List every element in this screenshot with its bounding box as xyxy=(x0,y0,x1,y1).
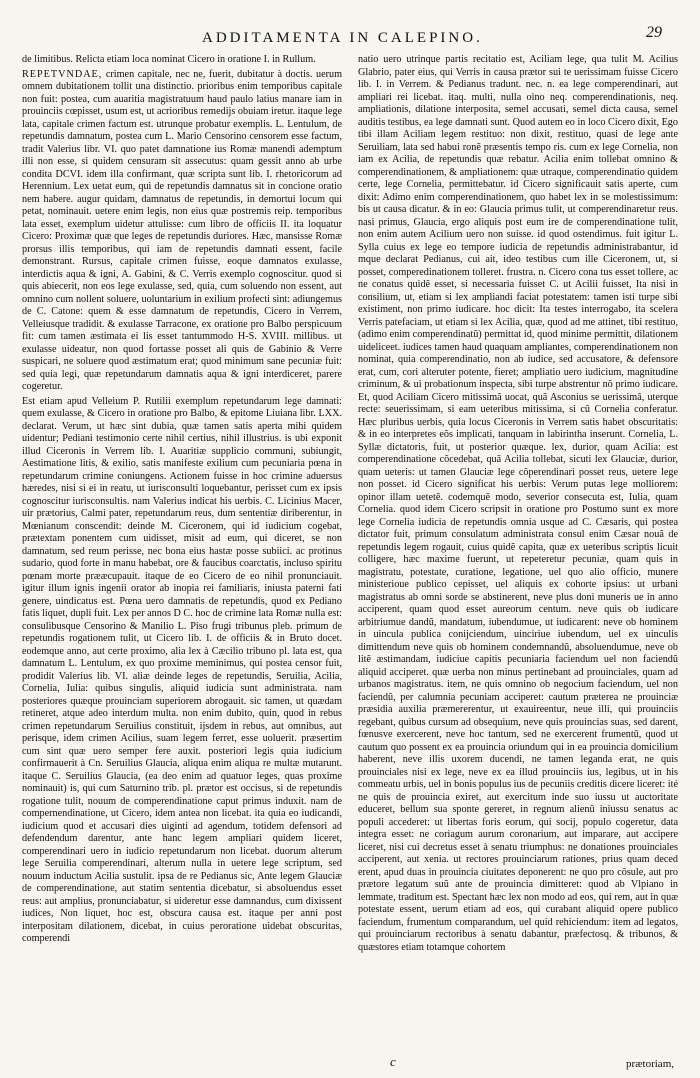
text-columns xyxy=(22,54,678,1054)
paragraph xyxy=(22,396,342,946)
page-number: 29 xyxy=(646,24,662,41)
catchword: prætoriam, xyxy=(626,1058,674,1070)
paragraph-text: crimen capitale, nec ne, fuerit, dubitatur à doctis. uerum omnem dubitationem tollit una distinctio. prioribus enim temporibus capitale non fuit: postea, cum auaritia magistratuum haud paulo latius manare iam in prouinciis cœpisset, usum est, ut acrioribus remedijs obuiam iretur. itaque lege lata, capitale crimen factum est. utrunque probatur exemplis. L. Lentulum, de repetundis damnatum, postea cum L. Mario Censorino censorem esse factum, tradit Valerius libr. VI. quo patet damnatione ius Romæ manendi ademptum illi non esse, si quidem censuram sit assecutus: quam gessit anno ab urbe condita DCVI. idem illa confirmant, quæ scripta sunt lib. I. rhetoricorum ad Herennium. Lex uetat eum, qui de repetundis damnatus sit in concione oratio nem habere. augur quidam, damnatus de repetundis, in demortui locum qui petat, nominauit. uetere enim legis, non eius quæ postremis reip. temporibus lata esset, exemplum uidetur attulisse: cum libro de officiis II. ita loquatur Cicero: Proximæ quæ que leges de repetundis duriores. Hæc, mansisse Romæ prorsus illis temporibus, qui iam de repetundis damnati essent, facile demonstrant. Rursus, capitale crimen fuisse, eoque damnatos exulasse, interdictis aqua & igni, A. Gabini, & C. Verris exemplo cognoscitur. quod si quis abiecerit, non eos lege exulasse, sed, quia, cum soluendo non essent, aut omnino cum nollent soluere, uoluntarium in exilium profecti sint: adiungemus de C. Catone: quem & esse damnatum de repetundis, Cicero in Verrem, Velleiusque tradidit. & exulasse Tarracone, ex oratione pro Balbo perspicuum fit: cum tamen æstimata ei lis esset tantummodo H-S. XVIII. millibus. ut exulasse uideatur, non quod fortasse posset ali quis de Gabinio & Verre suspicari, ne soluere quod æstimatum erat; quod minimum sane pecuniæ fuit: sed quia legi, quæ repetundarum damnatis aqua & igni interdiceret, parere cogeretur. xyxy=(22,68,342,392)
paragraph-text: de limitibus. Relicta etiam loca nominat Cicero in oratione I. in Rullum. xyxy=(22,54,316,65)
signature-mark: c xyxy=(390,1054,396,1069)
paragraph xyxy=(22,69,342,394)
running-head xyxy=(22,24,678,54)
paragraph-text: natio uero utrinque partis recitatio est, Aciliam lege, qua tulit M. Acilius Glabrio, pater eius, qui Verris in causa prætor sui te uerissimam fuisse Cicero lib. I. in Verrem. & Pedianus tradunt. nec. n. ea lege comperendinari, aut ampliari rei licebat. itaq. multi, nulla oino neq. comperendinationis, neq. ampliationis, dilatione interposita, semel accusati, semel dicta causa, semel auditis testibus, ea lege damnati sunt. Quod autem eo in loco Cicero dixit, Ego tibi illam Aciliam legem restituo: non dixit, restituo, quasi de lege ante Seruiliam, lata sed habui ronẽ præsentis tempo ris. cum ex lege Cornelia, non iam ex Acilia, de repetundis quæ rebatur. Acilia enim tollebat omnino & comperendinationem, & ampliationem: quæ utraque, comperendinatio quidem certe, lege Cornelia, permittebatur. id Cicero significauit satis aperte, cum dixit: Adimo enim comperendinationem, quo habet lex in se molestissimum: bis ut causa dicatur. & in eo: Glaucia primus tulit, ut comperendinaretur reus. nasi primus, Glaucia, ergo aliquis post eum ire de comperendinatione tulit, non enim autem Acilium uero non suisse. id quod ostendimus. fuit igitur L. Sylla cuius ex lege eo tempore iudicia de repetundis administrabantur, id mque declarat Pedianus, cui ait, ideo testibus cum ille Ciceronem, ut, si posset, comperedinationem tolleret. frustra. n. Cicero cona tus esset tollere, ac ne conatus quidẽ esset, si necessaria fuisset C. ut Acilii fuisset, Ita nisi in consilium, ut, etiam si lex ampliandi faciat potestatem: tamen isti turpe sibi existiment, non primo iudicare. hoc dicit: Ita testes interrogabo, ita scelera Verris patefaciam, ut etiam si lex Acilia, quæ, quod ad me attinet, tibi restituo, (adimo enim comperendinatũ) permittat id, quod minime permittit, dilationem uideliceet. iudices tamen haud quaquam ampliantes, comperendinationem non nominat, quia comperendinatio, non ab iudice, sed accusatore, & defensore erat, cum, cori alteruter potente, fieret; ampliatio uero iudicium, magnitudine criminum, & ui probationum inspecta, sibi turpe abstrentur nõ primo iudicare. Et, quod Aciliam Cicero mitissimã uocat, quã Asconius se uerissimã, uterque recte: seuerissimam, si eam ueteribus mitissima, si cũ Cornelia conferatur. Hæc pluribus uerbis, quia locus Ciceronis in Verrem satis habet obscuritatis: & in eo interpretes eõs implicati, tanquam in labirintha inserunt. Cornelia, L. Syllæ dictatoris, fuit, ut posterior quæque. lex, durior, quam Acilia: est comperendinatione cõcedebat, quã Acilia tollebat, sicuti lex Glauciæ, durior, quam ueteris: ut tamen Glauciæ lege cõperendinari posset reus, uetere lege non posset. id Cicero significat his uerbis: Verum putas lege molliorem: opinor illam uetetẽ. codemquẽ modo, severior consecuta est, Iulia, quam Cornelia. quod idem Cicero scripsit in oratione pro Postumo sunt ex more lege Cornelia iudicia de repetundis omnia usque ad C. Cæsaris, qui postea dictator fuit, primum consulatum administrata consul enim Cæsar nouã de repetundis legem rogauit, cuius quidẽ capita, quæ ex ueteribus scriptis licuit colligere, hæc maxime fuerunt, ut repeteretur pecuniæ, quam quis in magistratu, potestate, curatione, legatione, uel quo alio officio, munere ministerioue publico cepisset, uel aliquis ex cohorte ipsius: ut urbani magistratus ab omni sorde se abstinerent, neve plus doni muneris ue in anno acciperent, quam quod esset aureorum centum. neve quis ob iudicare arbitriumue dandũ, mandatum, iubendumue, ut iudicarent: neve ob hominem in uincula publica conijciendum, uinciriue iubendum, uel ex uinculis dimittendum neve quis ob hominem condemnandũ, absoluendumue, neve ob litẽ æstimandam, iudiciue capitis pecuniaria faciendum uel non faciendũ aliquid acciperet. quæ uerba non minus pertinebant ad prouinciales, quam ad urbanos magistratus. item, ne quis omnino ob negocium faciendum, uel non faciendũ, per calumnia pecuniam acciperet: cautum præterea ne prouinciæ præsidia auxilia præmererentur, ut exauireentur, neue illi, qui prouinciis regebant, quibus cursum ad obsequium, neve quis prouincias suas, sed darent, fœnusve exercerent, neve hoc tantum, sed ne exercerent frumentũ, quod ut cautum quo possent ex ea prouincia oriundum qui in ea prouincia domicilium haberent, neve illis uxorem ducendi, ne tamen leganda erat, ne quis prouinciales nisi ex lege, neve ex ea illud prouinciis ius, legibus, ut in his commeatu urbis, uel in bonis populus ius de pecuniis creditis dicere liceret: ité ne quis de prouincia exiret, aut exercitum inde suo iussu ut auctoritate educeret, bellum sua sponte gereret, in regnum alienũ iniussu senatus ac populi accederet: ut libertas foris eorum, qui socij, populo cogeretur, data integra esset: ne coriagum aurum coronarium, aut imparare, aut accipere liceret, nisi cui decretus esset à senatu triumphus: ne donationes prouinciales acciperent, aut xenia. ut rectores prouinciarum rationes, prius quam deced erent, apud duas in prouincia ciuitates deponerent: ne quo pro cõsule, aut pro prætore legatum suũ ante de prouincia dimitteret: quod ab Vlpiano in lemmate, traditum est. Spectant hæc lex non modo ad eos, qui rem, aut in quæ potestate essent, uerum etiam ad eos, qui curabant aliquid opere publico faciendum, frumentum comparandum, uel quid rehiciendum: item ad legatos, qui prouinciarum rectoribus à senatu dabantur, præfectosq. & tribunos, & quæstores etiam totamque cohortem xyxy=(358,54,678,953)
paragraph-text: Est etiam apud Velleium P. Rutilii exemplum repetundarum lege damnati: quem exulasse, & Cicero in oratione pro Balbo, & epitome Liuiana libr. LXX. declarat. Verum, ut hæc sint dubia, quæ tamen satis aperta mihi quidem uidentur; Pediani testimonio certe nihil certius, nihil illustrius. is ubi exponit illud Ciceronis in Verrem lib. I. Auaritiæ supplicio communi, subiungit, Aestimatione litis, & exilio, satis manifeste exilium cum pecuniaria pœna in repetundarum crimine coniungens. Actionem fuisse in hoc crimine aduersus hæredes, nisi si ei in reatu, ut iurisconsulti loquebantur, perisset cum ex ipsis cognoscitur iurisconsultis. nam Valerius indicat his uerbis. C. Licinius Macer, uir prætorius, Calmi pater, repetundarum reus, dum sententiæ diriberentur, in Mœnianum conscendit: deinde M. Ciceronem, qui id iudicium cogebat, prætextam ponentem cum uidisset, misit ad eum, qui diceret, se non damnatum, sed reum perisse, nec bona eius hastæ posse subiici. ac protinus sudario, quod forte in manu habebat, ore & faucibus coarctatis, incluso spiritu pœnam morte prææcupauit. itaque de eo Cicero de eo nihil pronunciauit. igitur illum ignis ingenii orator ab inopia rei familiaris, iniusta paterni fati genere, uindicatus est. Pœna uero damnatis de repetundis, quod ex Pediano fatis liquet, dupli fuit. Lex per annos D C. hoc de crimine lata Romæ nulla est: consulibusque Censorino & Manilio L. Piso frugi tribunus pleb. primum de repetundis rogationem tulit, ut Cicero lib. I. de officiis & in Bruto docet. eodemque anno, aut certe proximo, alia lex à Cæcilio tribuno pl. lata est, qua damnatum L. Lentulum, ex quo proxime meminimus, qui postea censor fuit, prodidit Valerius lib. VI. aliæ deinde leges de repetundis, Seruilia, Acilia, Cornelia, Iulia: quibus singulis, aliquid iudicia sunt administrata. nam posteriores quæque prouinciam superiorem abrogauit. sic tamen, ut quædam retineret, atque adeo interdum multa. non enim dubito, quin, quod in rebus crimen repetundarum Seruilius constituit, ijsdem in rebus, aut omnibus, aut perisque, idem crimen Acilius, suam legem ferret, esse uoluerit. præsertim cum sint quæ uero semper fere auxit. posteriori legis quia iudicium confirmauerit à Cn. Seruilius Glaucia, aliqua enim aliqua re multæ mutarunt. itaque C. Seruilius Glaucia, (ea deo enim ad quatuor leges, quas proxime nominauit) is, qui cum Saturnino trib. pl. prætor est occisus, si de repetundis rogatione tulit, nouum de comperendinatione caput primus induxit. nam de compernendinatione, ut Cicero, idem antea non licebat. ita quia eo iudicandi, iudicium quod et accusari dies uiginti ad agendum, totidem defensori ad defendendum darentur, ante hanc legem ampliari quidem liceret, comperendinari uero in iudicio repetundarum non licebat. duorum alterum lege Seruilia comperendinari, alterum nulla in uetere lege scriptum, sed nouum inductum Acilia sustulit. ipsa de re Pedianus sic, Ante legem Glauciæ de comperendinatione, aut statim sententia dicebatur, si absoluendus esset reus: aut amplius, pronunciabatur, si uideretur esse damnandus, cum dixissent iudices, Non liquet, hoc est, obscura causa est. itaque per anni post interpositam dilationem, dicebat, in cuius peroratione uidebat obscuritas, comperendi xyxy=(22,395,342,944)
entry-lemma: REPETVNDAE, xyxy=(22,68,103,80)
paragraph xyxy=(22,54,342,67)
paragraph xyxy=(358,54,678,954)
left-column xyxy=(22,54,342,1054)
right-column xyxy=(358,54,678,1054)
running-title: ADDITAMENTA IN CALEPINO. xyxy=(202,30,483,46)
